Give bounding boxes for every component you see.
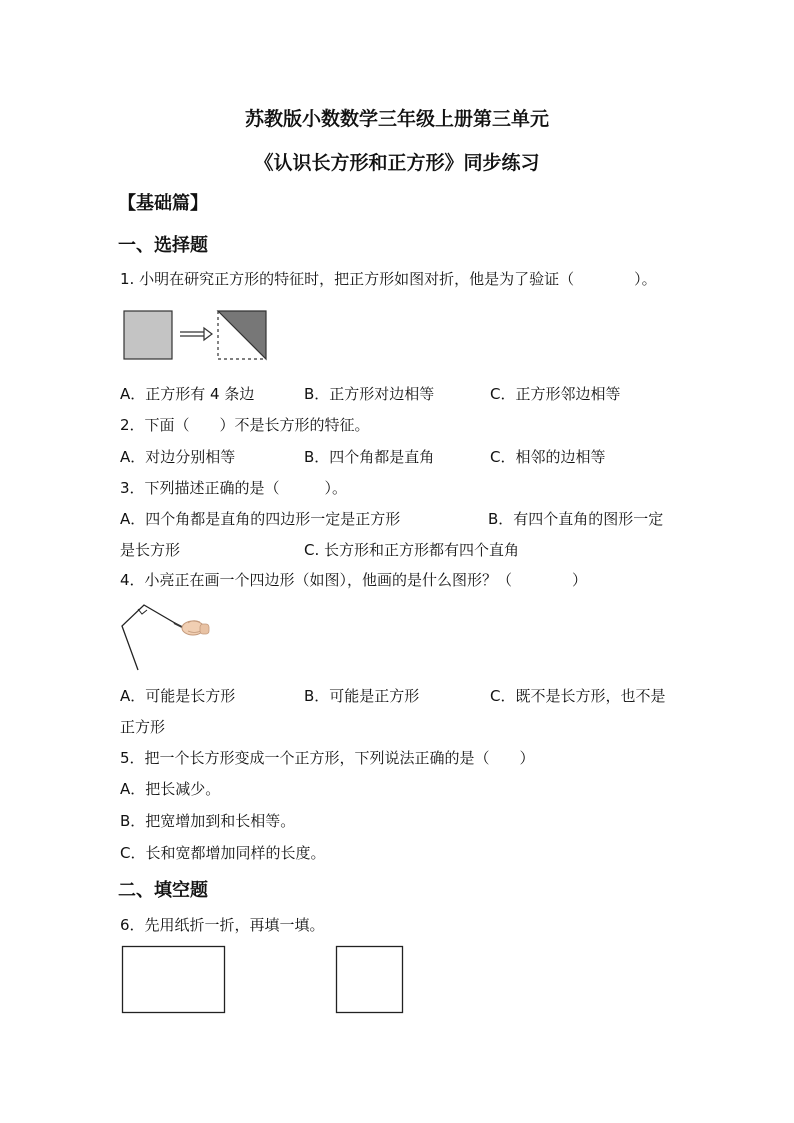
question-4-stem: 4．小亮正在画一个四边形（如图），他画的是什么图形？（ ） [120, 571, 588, 589]
q5-option-a: A．把长减少。 [120, 780, 221, 798]
q3-option-b: B．有四个直角的图形一定 [488, 510, 664, 528]
q4-option-a: A．可能是长方形 [120, 687, 236, 705]
level-heading: 【基础篇】 [118, 193, 208, 214]
doc-title: 苏教版小数数学三年级上册第三单元 [244, 108, 549, 130]
q3-option-a: A．四个角都是直角的四边形一定是正方形 [120, 510, 401, 528]
q5-option-b: B．把宽增加到和长相等。 [120, 812, 296, 830]
folded-triangle-shape [218, 311, 266, 359]
rectangle-paper-figure [121, 945, 227, 1015]
square-paper-shape [337, 947, 403, 1013]
question-5-stem: 5．把一个长方形变成一个正方形，下列说法正确的是（ ） [120, 749, 535, 767]
doc-subtitle: 《认识长方形和正方形》同步练习 [254, 152, 540, 174]
q3-option-c: C. 长方形和正方形都有四个直角 [304, 541, 520, 559]
drawing-quadrilateral-figure [118, 598, 210, 676]
q4-option-c-continued: 正方形 [120, 718, 166, 736]
question-6-stem: 6．先用纸折一折，再填一填。 [120, 916, 325, 934]
q5-option-c: C．长和宽都增加同样的长度。 [120, 844, 326, 862]
q1-option-c: C．正方形邻边相等 [490, 385, 621, 403]
q4-option-c: C．既不是长方形，也不是 [490, 687, 666, 705]
q4-option-b: B．可能是正方形 [304, 687, 420, 705]
q2-option-a: A．对边分别相等 [120, 448, 236, 466]
hand-with-pencil-icon [174, 621, 209, 635]
q2-option-c: C．相邻的边相等 [490, 448, 606, 466]
section-heading-choice: 一、选择题 [118, 235, 208, 256]
square-shape [124, 311, 172, 359]
rectangle-shape [123, 947, 225, 1013]
question-1-stem: 1. 小明在研究正方形的特征时，把正方形如图对折，他是为了验证（ ）。 [120, 270, 657, 288]
q1-option-a: A．正方形有 4 条边 [120, 385, 255, 403]
question-2-stem: 2．下面（ ）不是长方形的特征。 [120, 416, 370, 434]
q2-option-b: B．四个角都是直角 [304, 448, 435, 466]
partial-quadrilateral-lines [122, 605, 180, 670]
q3-option-b-continued: 是长方形 [120, 541, 181, 559]
square-paper-figure [335, 945, 405, 1015]
q1-option-b: B．正方形对边相等 [304, 385, 435, 403]
question-3-stem: 3．下列描述正确的是（ ）。 [120, 479, 348, 497]
fold-square-figure [120, 308, 272, 362]
section-heading-fill-blank: 二、填空题 [118, 880, 208, 901]
right-arrow-icon [180, 328, 212, 340]
